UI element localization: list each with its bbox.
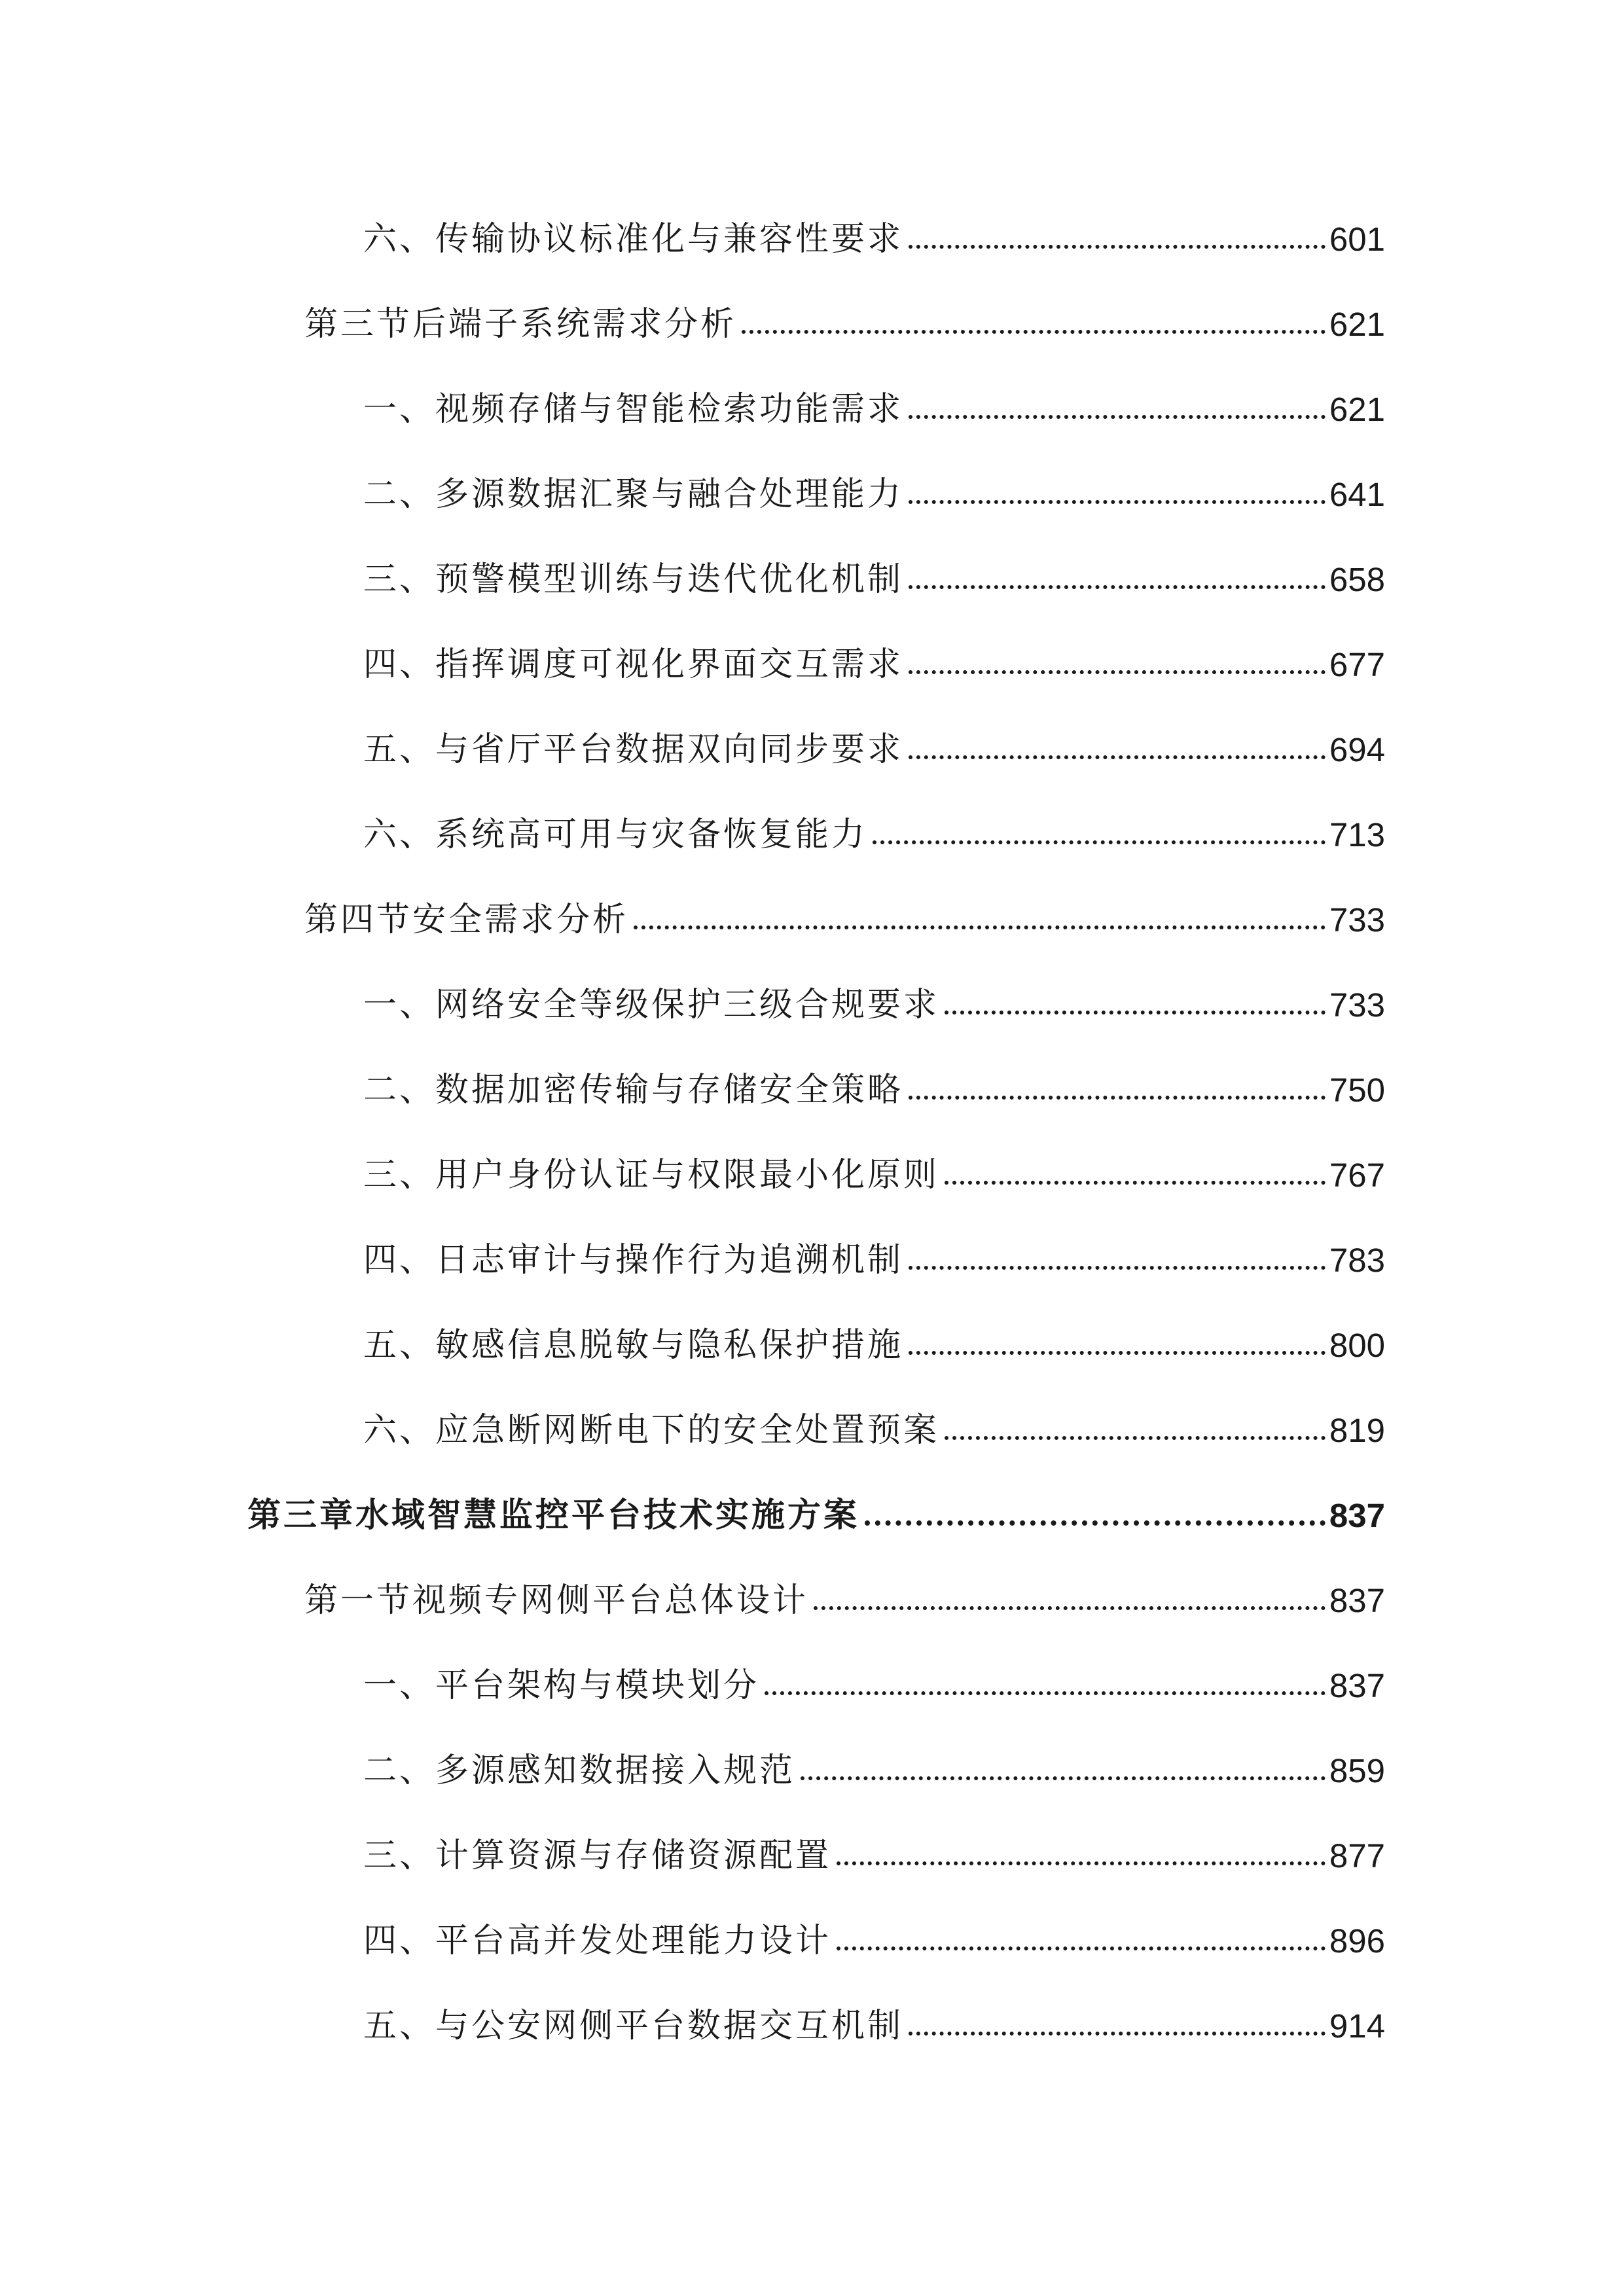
toc-entry-title: 一、网络安全等级保护三级合规要求 (363, 986, 940, 1024)
toc-page-number: 767 (1329, 1157, 1385, 1194)
toc-entry-section[interactable] (363, 724, 1385, 776)
toc-entry-section[interactable] (363, 554, 1385, 606)
toc-page-number: 819 (1329, 1412, 1385, 1449)
toc-entry-section[interactable] (363, 1064, 1385, 1117)
toc-page-number: 733 (1329, 901, 1385, 939)
toc-dot-leader (909, 500, 1326, 504)
toc-entry-title: 第三节后端子系统需求分析 (304, 305, 737, 344)
toc-entry-title: 第一节视频专网侧平台总体设计 (304, 1581, 809, 1620)
toc-entry-section[interactable] (363, 1149, 1385, 1202)
toc-page-number: 783 (1329, 1242, 1385, 1279)
toc-dot-leader (634, 925, 1326, 929)
toc-entry-chapter[interactable] (247, 1490, 1385, 1542)
toc-entry-section[interactable] (363, 979, 1385, 1031)
toc-entry-title: 第四节安全需求分析 (304, 901, 629, 939)
toc-entry-section[interactable] (363, 1234, 1385, 1287)
toc-page-number: 750 (1329, 1071, 1385, 1109)
toc-dot-leader (909, 585, 1326, 589)
toc-page-number: 658 (1329, 561, 1385, 598)
toc-entry-title: 六、传输协议标准化与兼容性要求 (363, 220, 904, 259)
toc-dot-leader (945, 1181, 1326, 1185)
toc-entry-title: 五、与省厅平台数据双向同步要求 (363, 730, 904, 769)
toc-dot-leader (909, 1096, 1326, 1100)
toc-page-number: 621 (1329, 306, 1385, 343)
toc-entry-section[interactable] (363, 809, 1385, 861)
toc-entry-title: 三、预警模型训练与迭代优化机制 (363, 560, 904, 599)
toc-entry-section[interactable] (363, 1319, 1385, 1372)
toc-entry-section[interactable] (363, 639, 1385, 691)
toc-dot-leader (945, 1011, 1326, 1014)
toc-entry-title: 三、计算资源与存储资源配置 (363, 1837, 832, 1875)
toc-page-number: 837 (1329, 1582, 1385, 1619)
toc-dot-leader (909, 415, 1326, 419)
toc-page-number: 859 (1329, 1752, 1385, 1789)
toc-entry-title: 五、敏感信息脱敏与隐私保护措施 (363, 1326, 904, 1365)
toc-page-number: 733 (1329, 986, 1385, 1024)
toc-dot-leader (814, 1606, 1326, 1610)
toc-entry-section[interactable] (363, 469, 1385, 521)
toc-entry-section[interactable] (363, 1915, 1385, 1967)
toc-page-number: 677 (1329, 646, 1385, 683)
toc-page-number: 800 (1329, 1327, 1385, 1364)
toc-page-number: 621 (1329, 391, 1385, 428)
toc-entry-title: 三、用户身份认证与权限最小化原则 (363, 1156, 940, 1194)
toc-page-number: 837 (1329, 1497, 1385, 1534)
toc-entry-title: 二、多源感知数据接入规范 (363, 1751, 796, 1790)
toc-page-number: 694 (1329, 731, 1385, 768)
toc-dot-leader (801, 1776, 1326, 1780)
toc-dot-leader (909, 755, 1326, 759)
toc-dot-leader (945, 1436, 1326, 1440)
toc-entry-section[interactable] (363, 1830, 1385, 1882)
toc-entry-section[interactable] (363, 384, 1385, 436)
toc-dot-leader (909, 2032, 1326, 2036)
toc-page-number: 601 (1329, 221, 1385, 258)
toc-entry-title: 第三章水域智慧监控平台技术实施方案 (247, 1496, 860, 1535)
toc-dot-leader (909, 1266, 1326, 1270)
toc-dot-leader (909, 1351, 1326, 1355)
toc-entry-title: 五、与公安网侧平台数据交互机制 (363, 2007, 904, 2045)
toc-entry-section[interactable] (363, 2000, 1385, 2053)
toc-page-number: 641 (1329, 476, 1385, 513)
toc-entry-title: 六、应急断网断电下的安全处置预案 (363, 1411, 940, 1450)
toc-entry-section[interactable] (363, 1405, 1385, 1457)
toc-dot-leader (765, 1691, 1326, 1695)
toc-dot-leader (742, 330, 1326, 334)
toc-entry-title: 六、系统高可用与灾备恢复能力 (363, 816, 868, 854)
toc-entry-section[interactable] (363, 1745, 1385, 1797)
toc-page-number: 837 (1329, 1667, 1385, 1704)
toc-dot-leader (865, 1520, 1326, 1526)
toc-entry-subchapter[interactable] (304, 894, 1385, 946)
toc-page-number: 877 (1329, 1837, 1385, 1874)
toc-dot-leader (837, 1946, 1326, 1950)
toc-dot-leader (837, 1861, 1326, 1865)
toc-entry-section[interactable] (363, 1660, 1385, 1712)
toc-dot-leader (909, 245, 1326, 249)
toc-entry-title: 一、平台架构与模块划分 (363, 1666, 760, 1705)
toc-page-number: 896 (1329, 1922, 1385, 1960)
toc-page-number: 713 (1329, 816, 1385, 853)
toc-page-number: 914 (1329, 2007, 1385, 2045)
toc-entry-section[interactable] (363, 213, 1385, 266)
toc-dot-leader (909, 670, 1326, 674)
toc-entry-title: 四、平台高并发处理能力设计 (363, 1922, 832, 1960)
toc-entry-title: 二、多源数据汇聚与融合处理能力 (363, 475, 904, 514)
toc-dot-leader (873, 840, 1326, 844)
toc-entry-title: 四、指挥调度可视化界面交互需求 (363, 645, 904, 684)
toc-entry-subchapter[interactable] (304, 1575, 1385, 1627)
toc-entry-title: 一、视频存储与智能检索功能需求 (363, 390, 904, 429)
toc-entry-title: 二、数据加密传输与存储安全策略 (363, 1071, 904, 1109)
toc-entry-subchapter[interactable] (304, 298, 1385, 351)
toc-entry-title: 四、日志审计与操作行为追溯机制 (363, 1241, 904, 1280)
